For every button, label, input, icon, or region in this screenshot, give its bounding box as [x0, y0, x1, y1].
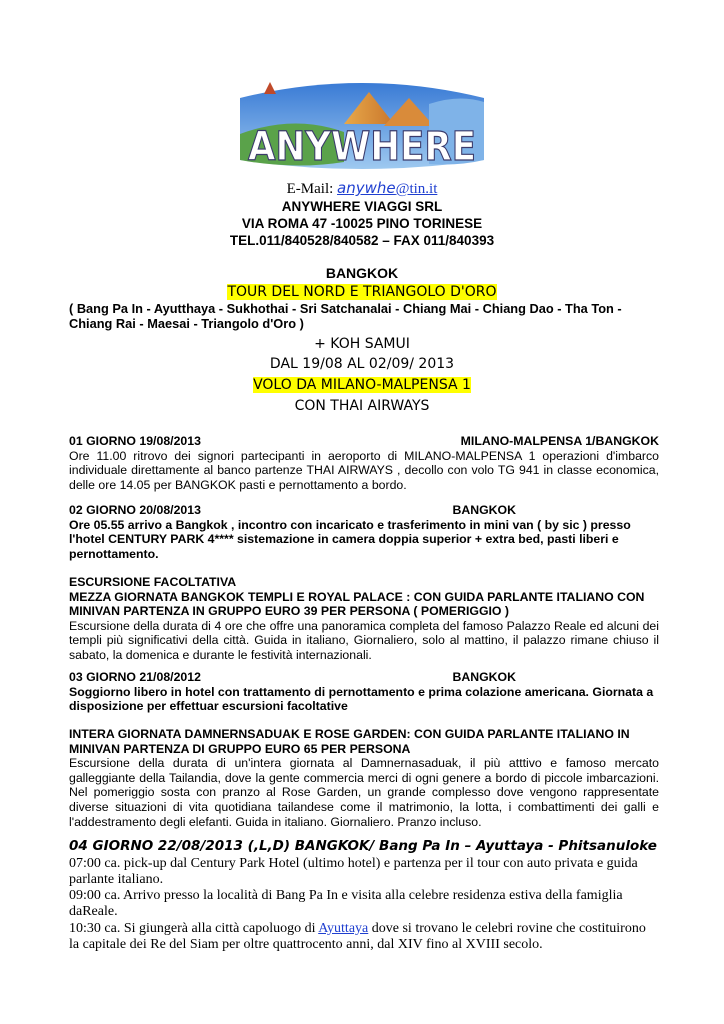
excursion2-section — [69, 727, 659, 829]
day4-p2: 09:00 ca. Arrivo presso la località di Bang Pa In e visita alla celebre residenza estiva della famiglia daReale. — [69, 888, 623, 920]
title-airline: CON THAI AIRWAYS — [294, 398, 430, 414]
company-name: ANYWHERE VIAGGI SRL — [281, 199, 443, 214]
title-city: BANGKOK — [325, 265, 399, 281]
company-phone: TEL.011/840528/840582 – FAX 011/840393 — [229, 233, 495, 248]
title-dates: DAL 19/08 AL 02/09/ 2013 — [269, 356, 455, 372]
day2-section — [69, 503, 659, 561]
excursion2-title: INTERA GIORNATA DAMNERNSADUAK E ROSE GARDEN: CON GUIDA PARLANTE ITALIANO IN MINIVAN PARTENZA DI GRUPPO EURO 65 PER PERSONA — [69, 727, 630, 756]
title-stops: ( Bang Pa In - Ayutthaya - Sukhothai - Sri Satchanalai - Chiang Mai - Chiang Dao - Tha Ton - Chiang Rai - Maesai - Triangolo d'Oro ) — [69, 301, 622, 331]
day4-p3: 10:30 ca. Si giungerà alla città capoluogo di Ayuttaya dove si trovano le celebri rovine che costituirono la capitale dei Re del Siam per oltre quattrocento anni, dal XIV fino al XVIII secolo. — [69, 920, 646, 953]
ayuttaya-link[interactable]: Ayuttaya — [318, 920, 369, 936]
day1-text: Ore 11.00 ritrovo dei signori partecipanti in aeroporto di MILANO-MALPENSA 1 operazioni d'imbarco individuale direttamente al banco partenze THAI AIRWAYS , decollo con volo TG 941 in classe economica, delle ore 14.05 per BANGKOK pasti e pernottamento a bordo. — [69, 448, 659, 492]
day1-place: MILANO-MALPENSA 1/BANGKOK — [460, 434, 659, 448]
company-address: VIA ROMA 47 -10025 PINO TORINESE — [241, 216, 483, 231]
email-link[interactable]: anywhe@tin.it — [337, 179, 438, 197]
day3-place: BANGKOK — [452, 670, 516, 684]
day1-label: 01 GIORNO 19/08/2013 — [69, 434, 201, 448]
excursion1-label: ESCURSIONE FACOLTATIVA — [69, 575, 237, 589]
day3-section — [69, 670, 659, 714]
title-extra: + KOH SAMUI — [314, 336, 410, 352]
day4-p1: 07:00 ca. pick-up dal Century Park Hotel (ultimo hotel) e partenza per il tour con auto privata e guida parlante italiano. — [69, 855, 638, 887]
day3-text: Soggiorno libero in hotel con trattamento di pernottamento e prima colazione americana. Giornata a disposizione per effettuar escursioni facoltative — [69, 684, 654, 714]
excursion1-section — [69, 575, 659, 663]
day1-section — [69, 434, 659, 492]
day3-label: 03 GIORNO 21/08/2012 — [69, 670, 201, 684]
excursion1-text: Escursione della durata di 4 ore che offre una panoramica completa del famoso Palazzo Reale ed alcuni dei templi più significativi della città. Guida in italiano, Giornaliero, solo al mattino, il palazzo rimane chiuso il sabato, la domenica e durante le festività internazionali. — [69, 618, 659, 662]
logo-text: ANYWHERE — [248, 124, 476, 170]
day4-section — [69, 839, 659, 953]
title-flight: VOLO DA MILANO-MALPENSA 1 — [253, 377, 471, 393]
title-tour: TOUR DEL NORD E TRIANGOLO D'ORO — [227, 284, 497, 300]
email-line: E-Mail: anywhe@tin.it — [286, 179, 438, 197]
day2-label: 02 GIORNO 20/08/2013 — [69, 503, 201, 517]
anywhere-logo — [234, 74, 490, 176]
excursion1-title: MEZZA GIORNATA BANGKOK TEMPLI E ROYAL PALACE : CON GUIDA PARLANTE ITALIANO CON MINIVAN PARTENZA IN GRUPPO EURO 39 PER PERSONA ( POMERIGGIO ) — [69, 589, 645, 619]
day2-place: BANGKOK — [452, 503, 516, 517]
day4-heading: 04 GIORNO 22/08/2013 (,L,D) BANGKOK/ Bang Pa In – Ayuttaya - Phitsanuloke — [69, 838, 657, 854]
excursion2-text: Escursione della durata di un'intera giornata al Damnernasaduak, il più atttivo e famoso mercato galleggiante della Tailandia, dove la gente commercia merci di ogni genere a bordo di piccole imbarcazioni. Nel pomeriggio sosta con pranzo al Rose Garden, un grande complesso dove vengono rappresentate diverse situazioni di vita quotidiana tailandese come il matrimonio, la lotta, i combattimenti dei galli e l'addestramento degli elefanti. Guida in italiano. Giornaliero. Pranzo incluso. — [69, 756, 659, 829]
day2-text: Ore 05.55 arrivo a Bangkok , incontro con incaricato e trasferimento in mini van ( by sic ) presso l'hotel CENTURY PARK 4**** sistemazione in camera doppia superior + extra bed, pasti liberi e pernottamento. — [69, 517, 631, 561]
